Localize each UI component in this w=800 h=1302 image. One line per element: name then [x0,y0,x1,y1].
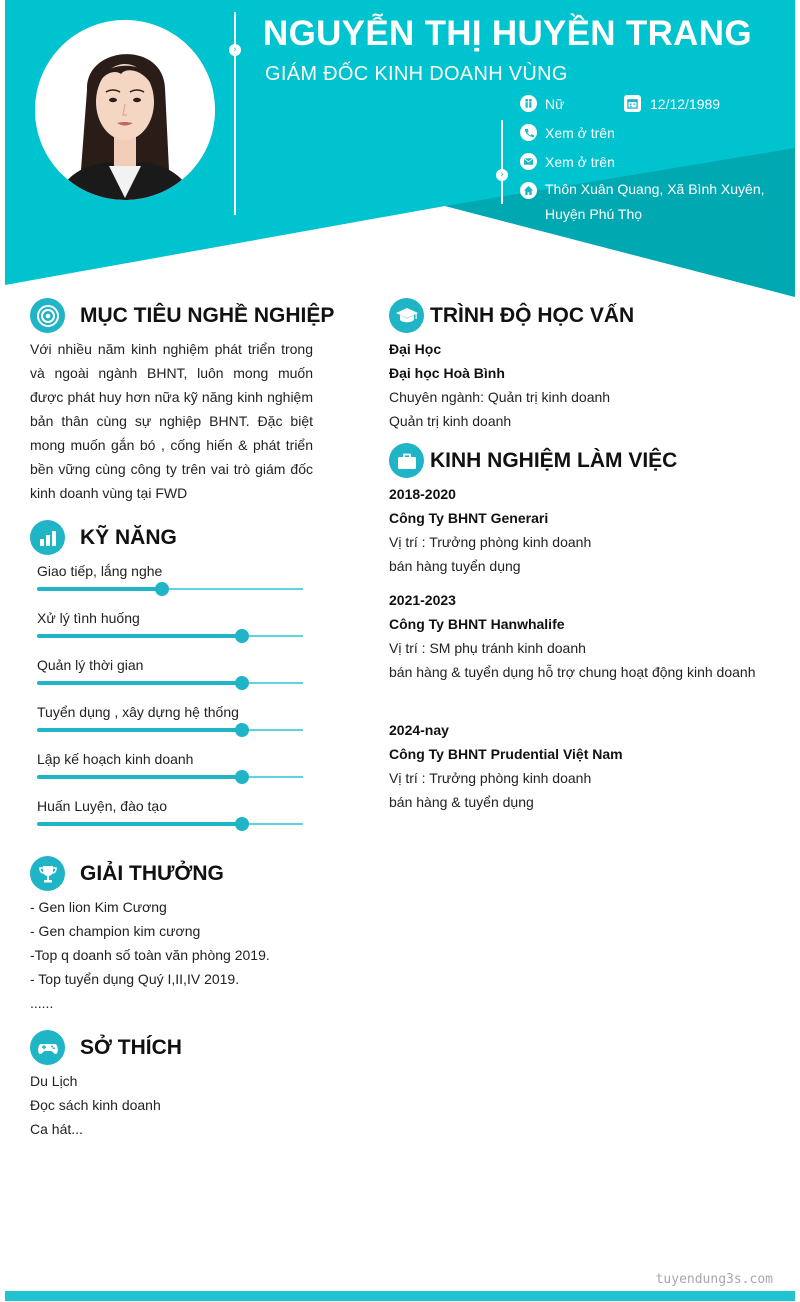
list-item: Ca hát... [30,1121,83,1137]
education-note: Quản trị kinh doanh [389,413,512,429]
skill-item [37,750,303,797]
education-degree: Đại Học [389,341,442,357]
skill-level-knob [235,676,249,690]
candidate-title: GIÁM ĐỐC KINH DOANH VÙNG [265,63,568,85]
skill-label: Lập kế hoạch kinh doanh [37,751,194,767]
skill-label: Huấn Luyện, đào tạo [37,798,167,814]
info-phone [520,124,615,141]
section-hobbies [30,1030,182,1065]
job-period: 2024-nay [389,722,449,738]
trophy-icon [30,856,65,891]
address-line-2: Huyện Phú Thọ [545,206,643,222]
skill-item [37,703,303,750]
watermark: tuyendung3s.com [655,1272,773,1287]
list-item: - Gen lion Kim Cương [30,899,167,915]
gamepad-icon [30,1030,65,1065]
experience-heading: KINH NGHIỆM LÀM VIỆC [430,448,678,472]
skill-track [37,729,303,731]
bar-chart-icon [30,520,65,555]
section-skills [30,520,177,555]
list-item: - Top tuyển dụng Quý I,II,IV 2019. [30,971,240,987]
awards-heading: GIẢI THƯỞNG [80,861,224,885]
profile-photo [35,20,215,200]
skill-item [37,562,303,609]
phone-value: Xem ở trên [545,124,615,141]
skill-level-fill [37,587,162,591]
info-birthday [624,95,720,112]
list-item: - Gen champion kim cương [30,923,201,939]
gender-value: Nữ [545,95,565,112]
phone-icon [520,124,537,141]
header-divider-right [501,120,503,204]
job-company: Công Ty BHNT Prudential Việt Nam [389,746,623,762]
skill-item [37,609,303,656]
skill-track [37,823,303,825]
skill-level-fill [37,681,242,685]
skill-level-knob [235,817,249,831]
email-value: Xem ở trên [545,153,615,170]
skill-label: Tuyển dụng , xây dựng hệ thống [37,704,239,720]
skill-item [37,797,303,844]
skill-track [37,588,303,590]
calendar-icon [624,95,641,112]
skill-level-knob [235,770,249,784]
experience-item [389,482,760,578]
hobbies-heading: SỞ THÍCH [80,1035,182,1059]
skill-item [37,656,303,703]
job-period: 2018-2020 [389,486,456,502]
skill-track [37,635,303,637]
skill-track [37,776,303,778]
skills-heading: KỸ NĂNG [80,525,177,549]
job-description: bán hàng tuyển dụng [389,558,521,574]
job-period: 2021-2023 [389,592,456,608]
skill-label: Giao tiếp, lắng nghe [37,563,163,579]
info-email [520,153,615,170]
list-item: -Top q doanh số toàn văn phòng 2019. [30,947,270,963]
awards-list [30,895,270,1015]
job-position: Vị trí : Trưởng phòng kinh doanh [389,770,592,786]
footer-bar [5,1291,795,1301]
home-icon [520,182,537,199]
objective-heading: MỤC TIÊU NGHỀ NGHIỆP [80,303,335,327]
list-item: ...... [30,995,54,1011]
skill-level-fill [37,822,242,826]
skill-label: Quản lý thời gian [37,657,144,673]
graduation-cap-icon [389,298,424,333]
skill-level-fill [37,634,242,638]
candidate-name: NGUYỄN THỊ HUYỀN TRANG [263,14,752,53]
skill-level-fill [37,775,242,779]
experience-item [389,588,760,684]
education-major: Chuyên ngành: Quản trị kinh doanh [389,389,611,405]
skill-label: Xử lý tình huống [37,610,140,626]
job-position: Vị trí : SM phụ tránh kinh doanh [389,640,586,656]
education-school: Đại học Hoà Bình [389,365,505,381]
job-company: Công Ty BHNT Hanwhalife [389,616,565,632]
birthday-value: 12/12/1989 [650,95,721,112]
experience-item [389,718,760,814]
job-description: bán hàng & tuyển dụng [389,794,534,810]
briefcase-icon [389,443,424,478]
objective-text: Với nhiều năm kinh nghiệm phát triển trong và ngoài ngành BHNT, luôn mong muốn được phát huy hơn nữa kỹ năng kinh nghiệm bản thân cùng sự nghiệp BHNT. Đặc biệt mong muốn gắn bó , cống hiến & phát triển bền vững cùng công ty trên vai trò giám đốc kinh doanh vùng tại FWD [30,341,313,501]
target-icon [30,298,65,333]
job-position: Vị trí : Trưởng phòng kinh doanh [389,534,592,550]
chevron-right-icon: › [229,44,241,56]
job-description: bán hàng & tuyển dụng hỗ trợ chung hoạt động kinh doanh [389,664,756,680]
section-awards [30,856,224,891]
section-experience [389,443,677,478]
list-item: Đọc sách kinh doanh [30,1097,161,1113]
section-education [389,298,634,333]
info-gender [520,95,564,112]
skill-track [37,682,303,684]
list-item: Du Lịch [30,1073,78,1089]
skill-level-knob [155,582,169,596]
section-objective [30,298,334,333]
address-line-1: Thôn Xuân Quang, Xã Bình Xuyên, [545,181,765,197]
hobbies-list [30,1069,161,1141]
skill-level-knob [235,723,249,737]
email-icon [520,153,537,170]
skill-level-fill [37,728,242,732]
skill-level-knob [235,629,249,643]
gender-icon [520,95,537,112]
header-divider-left [234,12,236,215]
education-block [389,337,769,433]
info-address [520,181,765,227]
avatar-portrait [35,20,215,200]
education-heading: TRÌNH ĐỘ HỌC VẤN [430,303,635,327]
chevron-right-icon: › [496,169,508,181]
job-company: Công Ty BHNT Generari [389,510,549,526]
